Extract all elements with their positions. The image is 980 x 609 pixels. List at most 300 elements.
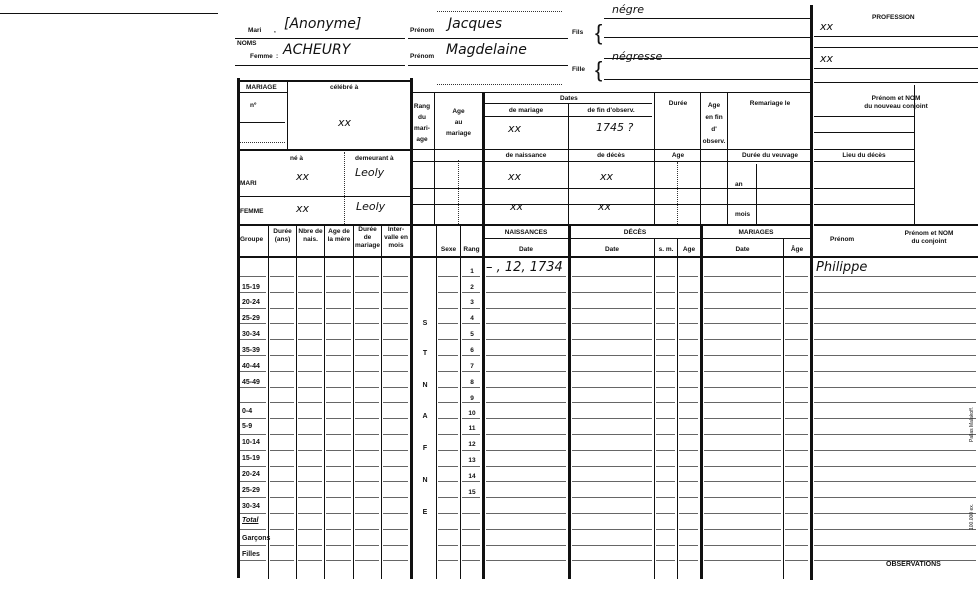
row-rule [326, 339, 351, 340]
femme-prenom: Magdelaine [446, 42, 527, 58]
rang-number: 13 [468, 457, 476, 464]
row-rule [704, 292, 781, 293]
age-mere-header: Age de la mère [327, 228, 351, 243]
list-item: 45-49 [242, 379, 260, 386]
row-rule [572, 308, 652, 309]
row-rule [785, 418, 808, 419]
print-run-text: 100.000 ex. [969, 503, 975, 530]
row-rule [326, 481, 351, 482]
row-rule [383, 371, 408, 372]
row-rule [270, 371, 294, 372]
demeurant-label: demeurant à [355, 155, 394, 162]
rang-number: 10 [468, 410, 476, 417]
sexe-header: Sexe [440, 246, 457, 253]
row-rule [240, 276, 266, 277]
row-rule [679, 529, 698, 530]
row-rule [298, 402, 322, 403]
list-item: 30-34 [242, 503, 260, 510]
row-rule [383, 513, 408, 514]
row-rule [355, 450, 379, 451]
rang-number: 11 [468, 425, 476, 432]
row-rule [298, 276, 322, 277]
row-rule [486, 387, 566, 388]
row-rule [785, 339, 808, 340]
intervalle-header: Inter- valle en mois [384, 226, 408, 249]
row-rule [298, 355, 322, 356]
row-rule [240, 387, 266, 388]
row-rule [240, 529, 266, 530]
row-rule [656, 529, 675, 530]
mari-prenom: Jacques [448, 16, 503, 32]
mari-deces: xx [600, 170, 614, 183]
enfants-letter: E [422, 509, 428, 516]
row-rule [572, 339, 652, 340]
row-rule [298, 339, 322, 340]
row-rule [462, 545, 480, 546]
row-rule [785, 513, 808, 514]
row-rule [298, 450, 322, 451]
row-rule [572, 513, 652, 514]
sm-header: s. m. [658, 246, 674, 253]
row-rule [355, 529, 379, 530]
row-rule [270, 450, 294, 451]
mois-label: mois [735, 211, 751, 218]
row-rule [298, 434, 322, 435]
list-item: 35-39 [242, 347, 260, 354]
left-border [237, 78, 240, 578]
prenom-nom-conjoint-header: Prénom et NOM du conjoint [904, 230, 954, 245]
enfants-letter: A [422, 413, 428, 420]
list-item: 10-14 [242, 439, 260, 446]
row-rule [438, 466, 458, 467]
row-rule [462, 323, 480, 324]
row-rule [462, 387, 480, 388]
row-rule [298, 560, 322, 561]
row-rule [679, 497, 698, 498]
row-rule [383, 276, 408, 277]
rang-number: 9 [470, 395, 474, 402]
row-rule [298, 545, 322, 546]
mari-naissance: xx [508, 170, 522, 183]
row-rule [298, 292, 322, 293]
row-rule [270, 292, 294, 293]
row-rule [355, 387, 379, 388]
row-rule [486, 339, 566, 340]
row-rule [785, 355, 808, 356]
age-au-mariage-label: Age au mariage [446, 108, 471, 137]
mariages-header: MARIAGES [738, 229, 774, 236]
row-rule [486, 371, 566, 372]
row-rule [240, 497, 266, 498]
deces-age-header: Age [682, 246, 696, 253]
row-rule [486, 497, 566, 498]
row-rule [270, 387, 294, 388]
row-rule [814, 481, 976, 482]
row-rule [486, 402, 566, 403]
row-rule [814, 513, 976, 514]
row-rule [355, 323, 379, 324]
row-rule [679, 276, 698, 277]
ne-label: né à [290, 155, 304, 162]
row-rule [656, 339, 675, 340]
celebre-value: xx [338, 116, 352, 129]
prenom-mari-label: Prénom [410, 27, 435, 34]
row-rule [240, 371, 266, 372]
row-rule [785, 402, 808, 403]
dates-label: Dates [560, 95, 578, 102]
row-rule [814, 323, 976, 324]
row-rule [572, 497, 652, 498]
row-rule [462, 529, 480, 530]
celebre-label: célébré à [330, 84, 359, 91]
row-rule [679, 466, 698, 467]
row-rule [383, 466, 408, 467]
row-rule [383, 339, 408, 340]
row-rule [326, 434, 351, 435]
row-rule [240, 450, 266, 451]
row-rule [270, 513, 294, 514]
row-rule [270, 434, 294, 435]
row-rule [572, 481, 652, 482]
list-item: 15-19 [242, 455, 260, 462]
lieu-deces-label: Lieu du décès [842, 152, 886, 159]
femme-name: ACHEURY [283, 42, 351, 58]
enfants-letter: S [422, 320, 428, 327]
row-rule [814, 355, 976, 356]
row-rule [270, 560, 294, 561]
row-rule [326, 418, 351, 419]
row-rule [704, 387, 781, 388]
rang-number: 6 [470, 347, 474, 354]
femme-label: Femme [250, 53, 273, 60]
row-rule [704, 323, 781, 324]
row-rule [785, 560, 808, 561]
row-rule [814, 529, 976, 530]
row-rule [572, 434, 652, 435]
fille-value: négresse [612, 50, 663, 63]
row-rule [785, 387, 808, 388]
row-rule [438, 545, 458, 546]
row-rule [679, 418, 698, 419]
mariage-label: MARIAGE [246, 84, 277, 91]
row-rule [355, 402, 379, 403]
row-rule [462, 418, 480, 419]
row-rule [572, 545, 652, 546]
row-rule [679, 481, 698, 482]
duree-mariage-header: Durée de mariage [355, 226, 380, 249]
row-rule [298, 497, 322, 498]
no-label: nº [250, 102, 257, 109]
row-rule [326, 355, 351, 356]
row-rule [785, 450, 808, 451]
row-rule [355, 371, 379, 372]
row-rule [486, 529, 566, 530]
row-rule [572, 466, 652, 467]
row-rule [383, 402, 408, 403]
enfants-letter: T [422, 350, 428, 357]
row-rule [326, 276, 351, 277]
row-rule [462, 513, 480, 514]
row-rule [326, 545, 351, 546]
row-rule [355, 434, 379, 435]
row-rule [326, 497, 351, 498]
publisher-text: Pallas Malakoff. [969, 406, 975, 442]
groupe-header: Groupe [240, 236, 264, 243]
row-rule [704, 481, 781, 482]
garcons-label: Garçons [242, 535, 271, 542]
row-rule [679, 355, 698, 356]
row-rule [270, 545, 294, 546]
row-rule [679, 387, 698, 388]
row-rule [704, 513, 781, 514]
row-rule [298, 481, 322, 482]
row-rule [656, 560, 675, 561]
row-rule [656, 323, 675, 324]
row-rule [270, 402, 294, 403]
enfants-letter: N [422, 382, 428, 389]
row-rule [240, 292, 266, 293]
row-rule [240, 466, 266, 467]
duree-veuvage-label: Durée du veuvage [742, 152, 798, 159]
row-rule [704, 466, 781, 467]
row-rule [326, 529, 351, 530]
row-rule [572, 450, 652, 451]
row-rule [240, 402, 266, 403]
row-rule [486, 513, 566, 514]
row-rule [486, 418, 566, 419]
dotted-rule [437, 84, 562, 85]
row-rule [383, 497, 408, 498]
row-rule [814, 371, 976, 372]
row-rule [298, 323, 322, 324]
mari-row-label: MARI [240, 180, 257, 187]
row-rule [656, 481, 675, 482]
row-rule [704, 339, 781, 340]
row-rule [462, 371, 480, 372]
row-rule [785, 292, 808, 293]
row-rule [486, 466, 566, 467]
row-rule [572, 402, 652, 403]
list-item: 5-9 [242, 423, 253, 430]
row-rule [383, 308, 408, 309]
fille-label: Fille [572, 66, 586, 73]
row-rule [462, 481, 480, 482]
rang-number: 3 [470, 299, 474, 306]
list-item: 25-29 [242, 315, 260, 322]
row-rule [679, 292, 698, 293]
row-rule [656, 371, 675, 372]
row-rule [438, 308, 458, 309]
row-rule [383, 418, 408, 419]
row-rule [383, 387, 408, 388]
date-mariage-label: de mariage [508, 107, 544, 114]
row-rule [462, 497, 480, 498]
row-rule [326, 292, 351, 293]
row-rule [704, 418, 781, 419]
row-rule [679, 560, 698, 561]
row-rule [355, 418, 379, 419]
row-rule [572, 371, 652, 372]
row-rule [240, 513, 266, 514]
row-rule [270, 339, 294, 340]
row-rule [572, 292, 652, 293]
row-rule [704, 308, 781, 309]
row-rule [785, 545, 808, 546]
row-rule [785, 371, 808, 372]
rang-number: 4 [470, 315, 474, 322]
mari-name: [Anonyme] [284, 16, 362, 32]
row-rule [270, 323, 294, 324]
row-rule [486, 560, 566, 561]
row-rule [656, 450, 675, 451]
row-rule [656, 545, 675, 546]
an-label: an [735, 181, 743, 188]
row-rule [326, 323, 351, 324]
row-rule [438, 529, 458, 530]
enfants-letter: F [422, 445, 428, 452]
row-rule [704, 355, 781, 356]
row-rule [679, 434, 698, 435]
remariage-label: Remariage le [749, 100, 791, 107]
row-rule [240, 308, 266, 309]
fils-label: Fils [572, 29, 584, 36]
row-rule [572, 323, 652, 324]
row-rule [383, 545, 408, 546]
row-rule [383, 323, 408, 324]
row-rule [298, 387, 322, 388]
row-rule [814, 545, 976, 546]
row-rule [270, 497, 294, 498]
row-rule [355, 466, 379, 467]
row-rule [383, 434, 408, 435]
row-rule [814, 308, 976, 309]
row-rule [679, 545, 698, 546]
duree-label: Durée [668, 100, 688, 107]
row-rule [240, 418, 266, 419]
list-item: 0-4 [242, 408, 253, 415]
row-rule [438, 323, 458, 324]
row-rule [355, 513, 379, 514]
filles-label: Filles [242, 551, 260, 558]
row-rule [355, 292, 379, 293]
row-rule [240, 545, 266, 546]
row-rule [240, 323, 266, 324]
row-rule [486, 292, 566, 293]
rang-number: 15 [468, 489, 476, 496]
row-rule [679, 323, 698, 324]
row-rule [462, 402, 480, 403]
row-rule [383, 529, 408, 530]
row-rule [785, 276, 808, 277]
list-item: 30-34 [242, 331, 260, 338]
row-rule [438, 339, 458, 340]
row-rule [355, 481, 379, 482]
profession-femme: xx [820, 52, 834, 65]
profession-mari: xx [820, 20, 834, 33]
row-rule [704, 560, 781, 561]
row-rule [462, 450, 480, 451]
row-rule [486, 434, 566, 435]
list-item: 25-29 [242, 487, 260, 494]
total-label: Total [242, 517, 259, 524]
mariages-date-header: Date [735, 246, 750, 253]
row-rule [656, 418, 675, 419]
row-rule [814, 387, 976, 388]
right-section-border [810, 5, 813, 580]
row-rule [438, 481, 458, 482]
row-rule [814, 292, 976, 293]
row-rule [656, 292, 675, 293]
row-rule [462, 339, 480, 340]
list-item: 15-19 [242, 284, 260, 291]
row-rule [355, 545, 379, 546]
row-rule [355, 339, 379, 340]
row-rule [679, 513, 698, 514]
femme-naissance: xx [510, 200, 524, 213]
row-rule [355, 560, 379, 561]
row-rule [438, 371, 458, 372]
top-left-rule [0, 13, 218, 14]
row-rule [656, 402, 675, 403]
row-rule [326, 466, 351, 467]
rang-number: 14 [468, 473, 476, 480]
femme-ne: xx [296, 202, 310, 215]
row-rule [814, 466, 976, 467]
row-rule [462, 276, 480, 277]
row-rule [572, 560, 652, 561]
row-rule [326, 560, 351, 561]
row-rule [240, 560, 266, 561]
row-rule [438, 402, 458, 403]
row-rule [298, 308, 322, 309]
row-rule [814, 339, 976, 340]
prenom-femme-label: Prénom [410, 53, 435, 60]
femme-deces: xx [598, 200, 612, 213]
row-rule [785, 434, 808, 435]
deces-label: de décès [597, 152, 625, 159]
row-rule [785, 308, 808, 309]
row-rule [326, 450, 351, 451]
row-rule [270, 308, 294, 309]
row-rule [656, 434, 675, 435]
row-rule [462, 292, 480, 293]
list-item: 20-24 [242, 299, 260, 306]
rang-number: 1 [470, 268, 474, 275]
row-rule [462, 434, 480, 435]
rang-number: 8 [470, 379, 474, 386]
row-rule [486, 450, 566, 451]
row-rule [438, 418, 458, 419]
naissances-date-header: Date [518, 246, 534, 253]
rang-header: Rang [463, 246, 480, 253]
row-rule [270, 276, 294, 277]
observations-label: OBSERVATIONS [886, 561, 941, 568]
row-rule [656, 387, 675, 388]
row-rule [438, 276, 458, 277]
naissance-label: de naissance [505, 152, 547, 159]
row-rule [462, 308, 480, 309]
fils-value: négre [612, 3, 645, 16]
row-rule [298, 371, 322, 372]
row-rule [572, 387, 652, 388]
row-rule [572, 529, 652, 530]
row-rule [326, 371, 351, 372]
date-mariage-value: xx [508, 122, 522, 135]
row-rule [270, 529, 294, 530]
row-rule [462, 466, 480, 467]
profession-label: PROFESSION [872, 14, 915, 21]
row-rule [814, 276, 976, 277]
